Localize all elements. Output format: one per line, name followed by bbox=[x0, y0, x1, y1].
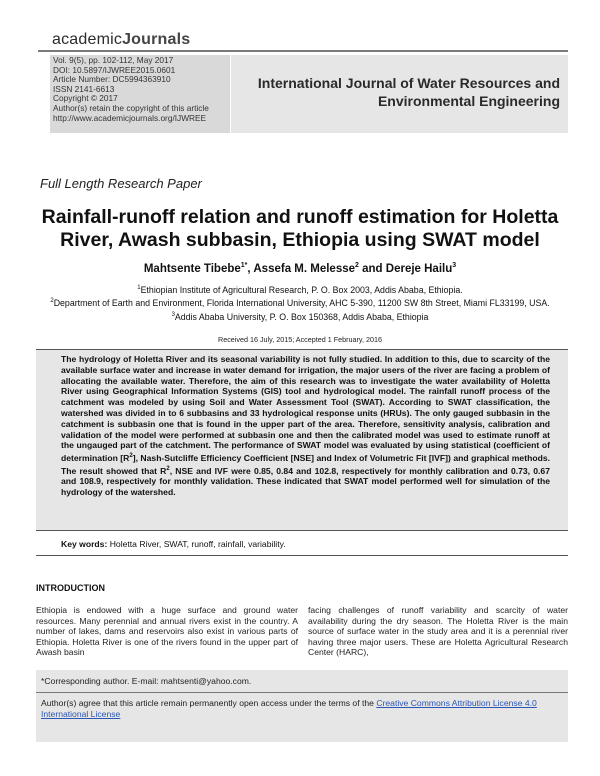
copyright: Copyright © 2017 bbox=[53, 93, 118, 104]
journal-url[interactable]: http://www.academicjournals.org/IJWREE bbox=[53, 112, 207, 123]
corresponding-mark: * bbox=[244, 262, 248, 269]
author-3-affil: 3 bbox=[452, 262, 457, 269]
affiliation-3 bbox=[40, 310, 560, 323]
author-2-affil: 2 bbox=[355, 262, 359, 269]
journal-title bbox=[258, 74, 560, 110]
affiliation-1 bbox=[40, 283, 560, 296]
journal-title-box bbox=[231, 55, 568, 133]
keywords-text: Holetta River, SWAT, runoff, rainfall, variability. bbox=[109, 539, 286, 549]
author-2: Assefa M. Melesse bbox=[253, 262, 356, 275]
paper-title-line2: River, Awash subbasin, Ethiopia using SWAT model bbox=[60, 229, 540, 251]
abstract-part-b: ], Nash-Sutcliffe Efficiency Coefficient [NSE] and Index of Volumetric Fit [IVF]) and graphical methods. The result showed that R bbox=[61, 453, 550, 476]
abstract-part-a: The hydrology of Holetta River and its seasonal variability is not fully studied. In addition to this, due to scarcity of the available surface water and increase in water demand for irrigation, the major users of the river are facing a problem of allocating the available water. Therefore, the aim of this research was to investigate the water availability of Holetta River using Geographical Information Systems (GIS) tool and hydrological model. The rainfall runoff process of the catchment was modeled by using Soil and Water Assessment Tool (SWAT). According to SWAT classification, the watershed was divided in to 6 subbasins and 33 hydrological response units (HRUs). The only gauged subbasin in the catchment is subbasin one that is found in the upper part of the area. Therefore, sensitivity analysis, calibration and validation of the model were performed at subbasin one and then the calibrated model was used to estimate runoff at the ungauged part of the catchment. The performance of SWAT model was evaluated by using statistical (coefficient of determination [R bbox=[61, 354, 550, 464]
corresponding-author: *Corresponding author. E-mail: mahtsenti@yahoo.com. bbox=[41, 676, 252, 686]
affiliation-3-num: 3 bbox=[171, 311, 175, 318]
footnote-divider bbox=[36, 692, 568, 693]
affiliation-1-num: 1 bbox=[137, 285, 141, 291]
abstract-part-c: , NSE and IVF were 0.85, 0.84 and 102.8, respectively for monthly calibration and 0.73, 0.67 and 108.9, respectively for monthly validation. These indicated that SWAT model performed well for simulation of the hydrology of the watershed. bbox=[61, 465, 550, 498]
header-divider bbox=[38, 50, 568, 52]
author-1: Mahtsente Tibebe bbox=[143, 262, 241, 275]
license-text: Author(s) agree that this article remain permanently open access under the terms of the bbox=[41, 698, 377, 708]
paper-title bbox=[24, 206, 576, 252]
copyright-note: Author(s) retain the copyright of this article bbox=[53, 102, 209, 113]
doi: DOI: 10.5897/IJWREE2015.0601 bbox=[53, 64, 176, 75]
license-note bbox=[41, 698, 563, 720]
received-dates: Received 16 July, 2015; Accepted 1 February, 2016 bbox=[218, 335, 382, 344]
affiliation-2-text: Department of Earth and Environment, Florida International University, AHC 5-390, 11200 SW 8th Street, Miami FL33199, USA. bbox=[53, 298, 550, 309]
article-meta-box bbox=[50, 55, 230, 133]
abstract-sup-a: 2 bbox=[129, 453, 133, 460]
author-list: Mahtsente Tibebe$^{1*}$, Assefa M. Melesse$^2$ and Dereje Hailu$^3$ bbox=[143, 262, 457, 275]
affiliation-2 bbox=[40, 296, 560, 309]
license-link[interactable]: Creative Commons Attribution License 4.0 International License bbox=[41, 698, 537, 719]
keywords-label: Key words: bbox=[61, 539, 108, 549]
author-1-affil: 1 bbox=[240, 262, 245, 269]
publisher-logo bbox=[52, 31, 190, 49]
abstract-text bbox=[61, 354, 550, 498]
publisher-suffix: Journals bbox=[122, 31, 191, 48]
keywords-divider bbox=[36, 555, 568, 556]
author-3: Dereje Hailu bbox=[385, 262, 453, 275]
article-number: Article Number: DC5994363910 bbox=[53, 74, 171, 85]
section-heading-introduction: INTRODUCTION bbox=[36, 583, 105, 593]
issn: ISSN 2141-6613 bbox=[53, 83, 115, 94]
abstract-sup-b: 2 bbox=[166, 465, 170, 472]
intro-column-right: facing challenges of runoff variability and scarcity of water availability during the dry season. The Holetta River is the main source of surface water in the study area and it is a perennial river having three major users. These are Holetta Agricultural Research Center (HARC), bbox=[308, 605, 568, 657]
affiliation-3-text: Addis Ababa University, P. O. Box 150368, Addis Ababa, Ethiopia bbox=[174, 311, 429, 322]
journal-title-line1: International Journal of Water Resources and bbox=[257, 75, 560, 91]
affiliations bbox=[40, 283, 560, 323]
volume-info: Vol. 9(5), pp. 102-112, May 2017 bbox=[53, 55, 174, 65]
affiliation-2-num: 2 bbox=[50, 298, 54, 305]
affiliation-1-text: Ethiopian Institute of Agricultural Research, P. O. Box 2003, Addis Ababa, Ethiopia. bbox=[140, 284, 463, 295]
intro-column-left: Ethiopia is endowed with a huge surface and ground water resources. Many perennial and annual rivers exist in the country. A number of lakes, dams and reservoirs also exist in various parts of Ethiopia. Holetta River is one of the rivers found in the upper part of Awash basin bbox=[36, 605, 298, 657]
paper-title-line1: Rainfall-runoff relation and runoff estimation for Holetta bbox=[41, 206, 559, 228]
paper-type: Full Length Research Paper bbox=[40, 176, 202, 191]
journal-title-line2: Environmental Engineering bbox=[377, 93, 560, 109]
keywords bbox=[61, 539, 286, 549]
publisher-prefix: academic bbox=[52, 31, 123, 48]
abstract-box bbox=[36, 349, 568, 531]
